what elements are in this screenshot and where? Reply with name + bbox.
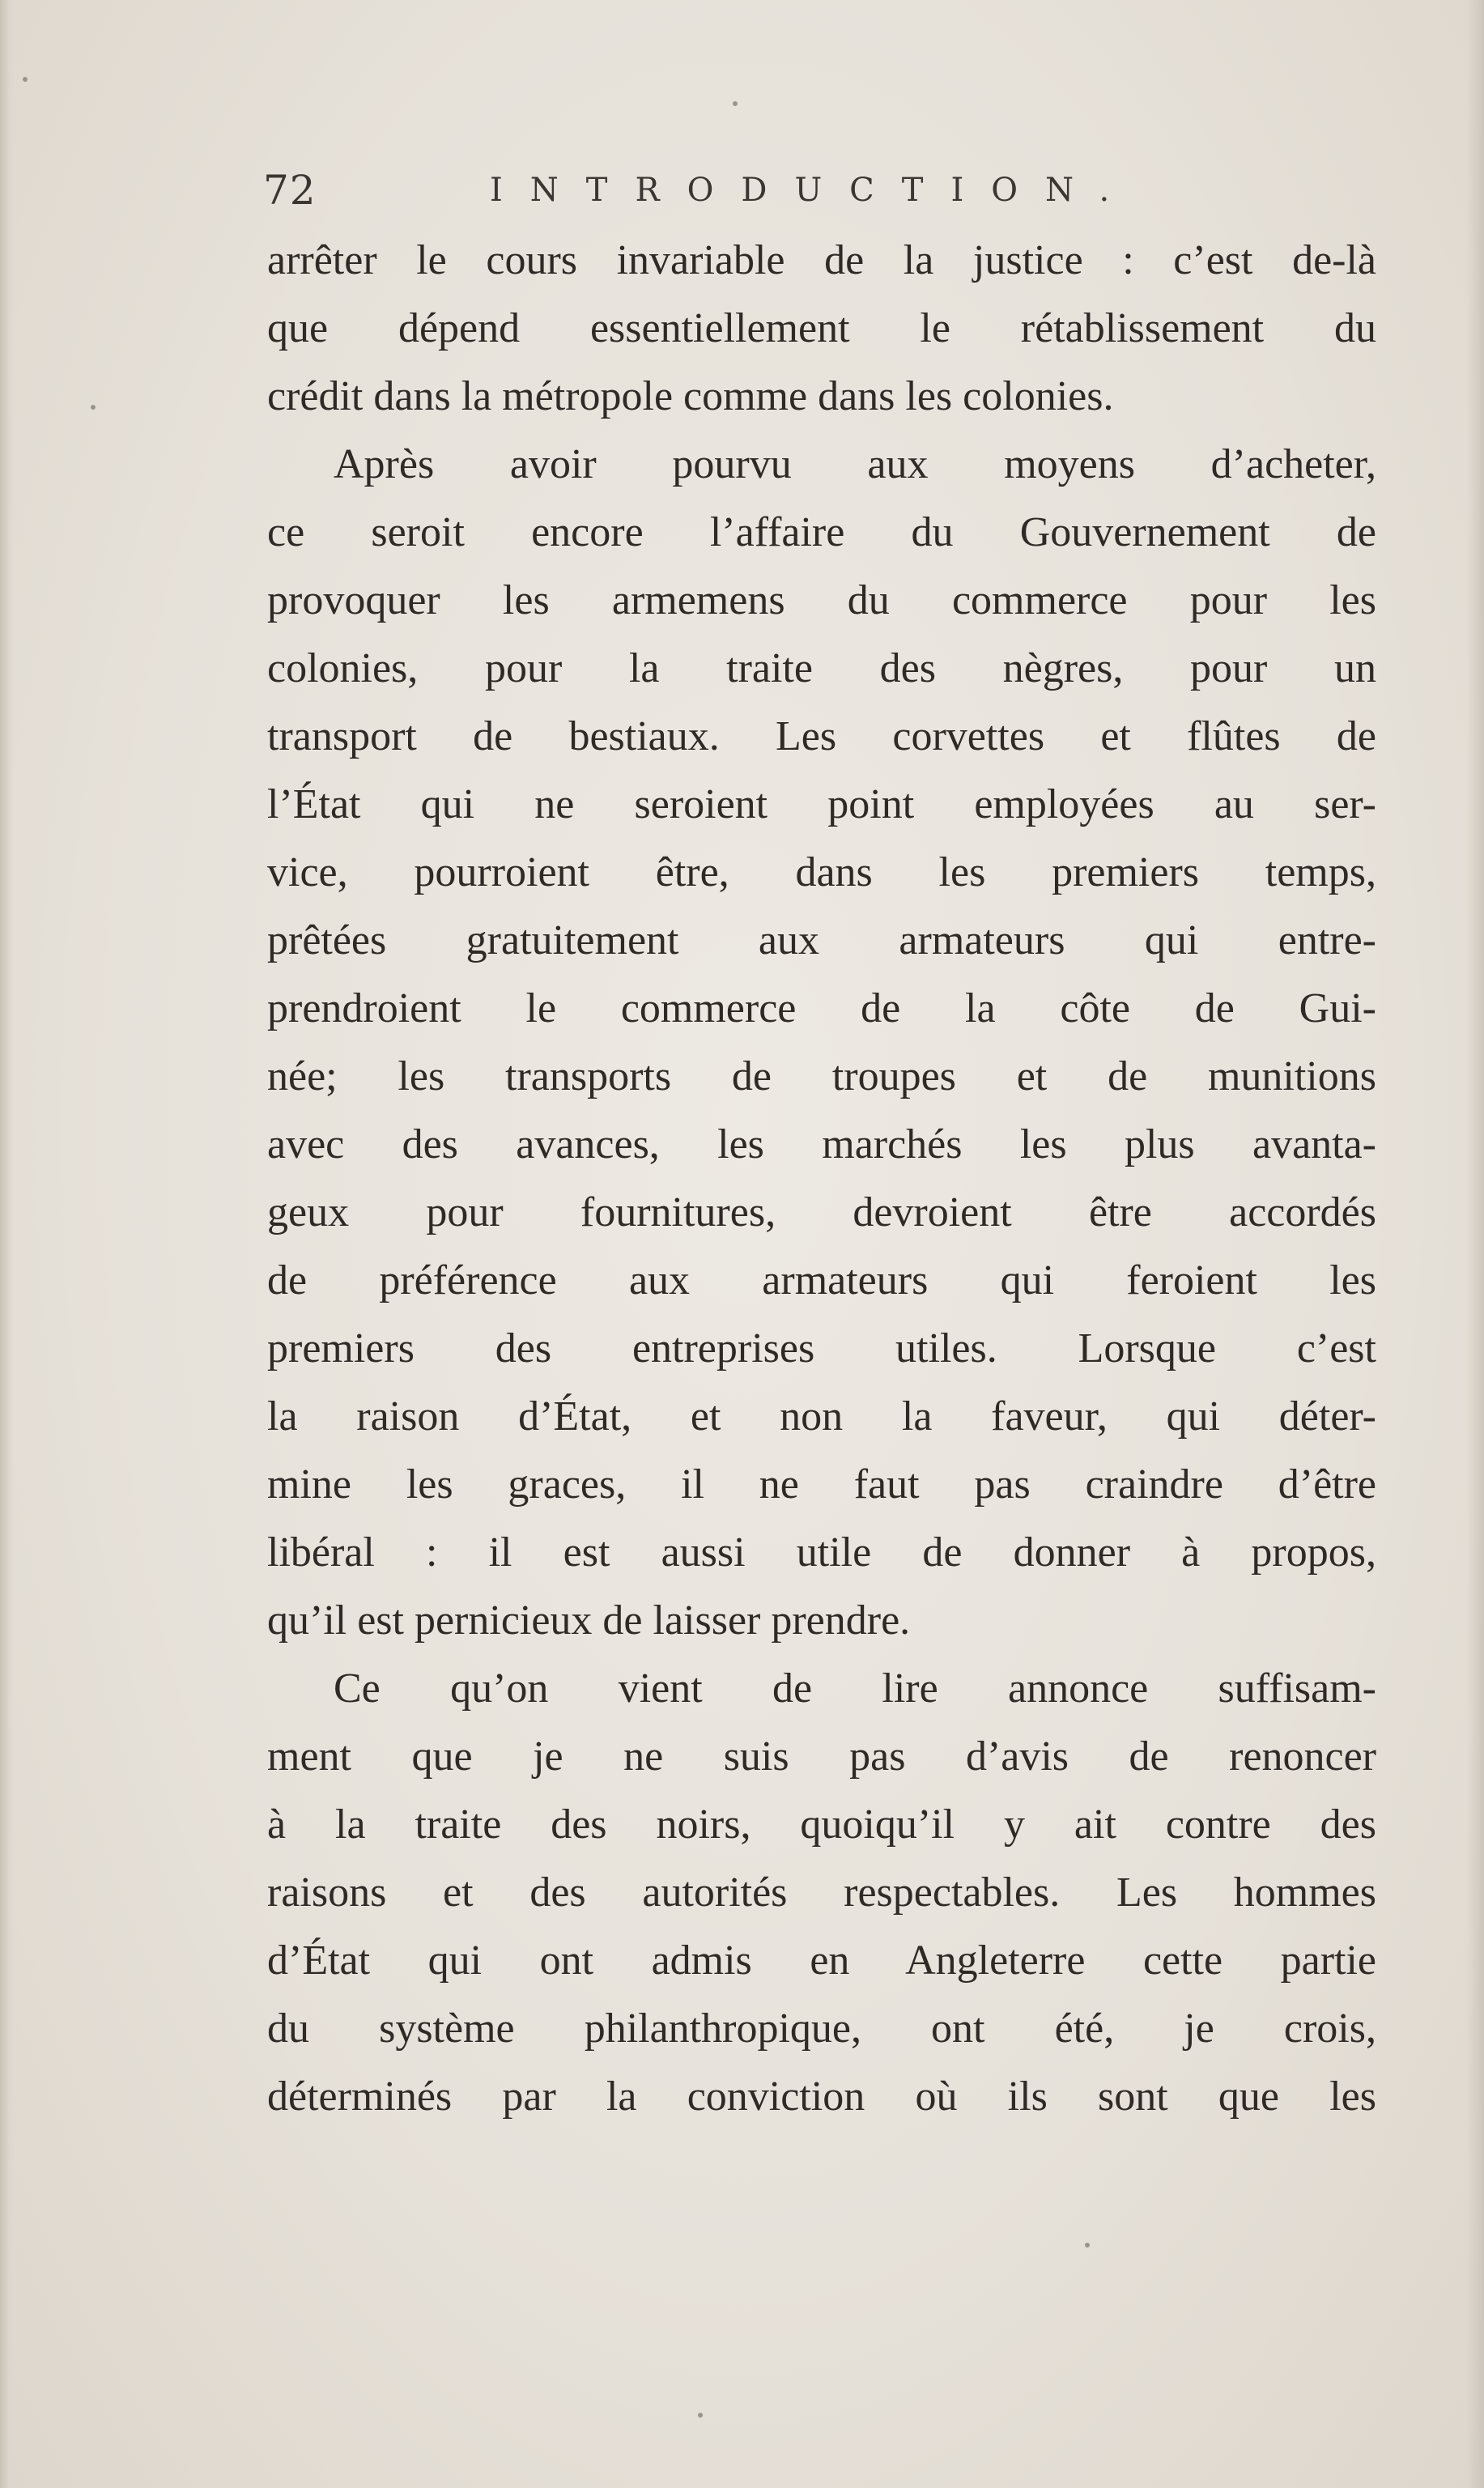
text-line: de préférence aux armateurs qui feroient les (267, 1257, 1376, 1304)
text-line: Après avoir pourvu aux moyens d’acheter, (334, 441, 1376, 487)
text-line: avec des avances, les marchés les plus avanta- (267, 1121, 1376, 1167)
body-text (267, 227, 1376, 2131)
text-line: crédit dans la métropole comme dans les colonies. (267, 373, 1114, 419)
text-line: transport de bestiaux. Les corvettes et flûtes de (267, 713, 1376, 759)
text-line: ce seroit encore l’affaire du Gouvernement de (267, 509, 1376, 555)
paper-speck (1085, 2243, 1090, 2248)
text-line: arrêter le cours invariable de la justice : c’est de-là (267, 237, 1376, 283)
text-line: née; les transports de troupes et de munitions (267, 1053, 1376, 1099)
paper-speck (91, 405, 96, 410)
text-line: qu’il est pernicieux de laisser prendre. (267, 1597, 911, 1644)
paper-speck (698, 2413, 703, 2418)
text-line: mine les graces, il ne faut pas craindre d’être (267, 1461, 1376, 1508)
paper-speck (733, 101, 738, 106)
text-line: déterminés par la conviction où ils sont que les (267, 2073, 1376, 2120)
running-title: INTRODUCTION. (490, 172, 1137, 209)
text-line: l’État qui ne seroient point employées au ser- (267, 781, 1376, 827)
text-line: Ce qu’on vient de lire annonce suffisam- (334, 1665, 1376, 1712)
text-line: que dépend essentiellement le rétablissement du (267, 305, 1376, 351)
text-line: provoquer les armemens du commerce pour les (267, 577, 1376, 623)
text-line: premiers des entreprises utiles. Lorsque c’est (267, 1325, 1376, 1372)
page-gutter-shadow (0, 0, 15, 2488)
text-line: libéral : il est aussi utile de donner à propos, (267, 1529, 1376, 1576)
text-line: à la traite des noirs, quoiqu’il y ait contre des (267, 1801, 1376, 1848)
text-line: colonies, pour la traite des nègres, pour un (267, 645, 1376, 691)
page-number: 72 (263, 167, 317, 214)
page-edge-shadow (1466, 0, 1484, 2488)
page-header (263, 162, 1397, 219)
paper-speck (23, 77, 28, 82)
text-line: geux pour fournitures, devroient être accordés (267, 1189, 1376, 1235)
text-line: d’État qui ont admis en Angleterre cette partie (267, 1937, 1376, 1984)
text-line: du système philanthropique, ont été, je crois, (267, 2005, 1376, 2052)
text-line: vice, pourroient être, dans les premiers temps, (267, 849, 1376, 895)
text-line: la raison d’État, et non la faveur, qui déter- (267, 1393, 1376, 1440)
text-line: ment que je ne suis pas d’avis de renoncer (267, 1733, 1376, 1780)
text-line: prendroient le commerce de la côte de Gui- (267, 985, 1376, 1031)
text-line: prêtées gratuitement aux armateurs qui entre- (267, 917, 1376, 963)
text-line: raisons et des autorités respectables. Les hommes (267, 1869, 1376, 1916)
